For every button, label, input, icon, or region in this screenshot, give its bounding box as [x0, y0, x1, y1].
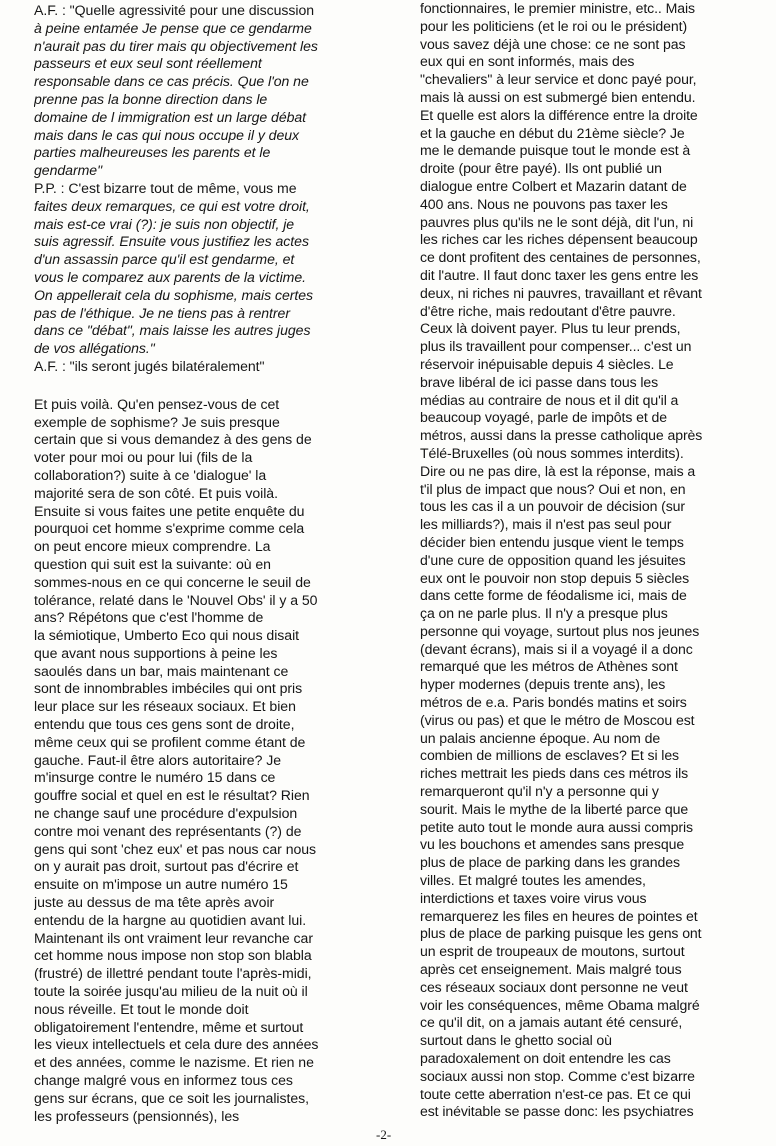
body-line: interdictions et taxes voire virus vous [420, 889, 647, 906]
body-line: (devant écrans), mais si il a voyagé il a donc [420, 640, 693, 657]
body-line: dialogue entre Colbert et Mazarin datant de [420, 177, 687, 194]
body-line: entendu de la hargne au quotidien avant lui. [34, 911, 307, 928]
dialogue-line: P.P. : C'est bizarre tout de même, vous me [34, 179, 297, 196]
body-line: deux, ni riches ni pauvres, travaillant et rêvant [420, 284, 702, 301]
body-line: remarquerez les files en heures de pointes et [420, 907, 698, 924]
body-line: 400 ans. Nous ne pouvons pas taxer les [420, 195, 668, 212]
body-line: gens sur écrans, que ce soit les journalistes, [34, 1089, 310, 1106]
body-line: dit l'autre. Il faut donc taxer les gens entre les [420, 266, 699, 283]
body-line: un palais ancienne époque. Au nom de [420, 729, 661, 746]
body-line: remarqueront qu'il n'y a personne qui y [420, 783, 659, 800]
body-line: ce qu'il dit, on a jamais autant été censuré, [420, 1014, 683, 1031]
dialogue-line: responsable dans ce cas précis. Que l'on ne [34, 73, 309, 90]
body-line: les riches car les riches dépensent beaucoup [420, 231, 698, 248]
body-line: d'être riche, mais redoutant d'être pauvre. [420, 302, 676, 319]
body-line: pour les politiciens (et le roi ou le président) [420, 17, 688, 34]
body-line: vous savez déjà une chose: ce ne sont pas [420, 35, 686, 52]
body-line: plus ils travaillent pour compenser... c'est un [420, 338, 692, 355]
body-line: nous réveille. Et tout le monde doit [34, 1000, 249, 1017]
body-line: Ensuite si vous faites une petite enquête du [34, 502, 305, 519]
body-line: Maintenant ils ont vraiment leur revanche car [34, 929, 313, 946]
body-line: voir les conséquences, même Obama malgré [420, 996, 700, 1013]
body-line: "chevaliers" à leur service et donc payé pour, [420, 71, 697, 88]
dialogue-block [34, 0, 390, 376]
body-line: réservoir inépuisable depuis 4 siècles. Le [420, 355, 674, 372]
body-line: juste au dessus de ma tête après avoir [34, 894, 275, 911]
body-line: personne qui voyage, surtout plus nos jeunes [420, 622, 700, 639]
body-line: eux qui en sont informés, mais des [420, 53, 635, 70]
body-line: la sémiotique, Umberto Eco qui nous disait [34, 627, 300, 644]
body-line: exemple de sophisme? Je suis presque [34, 413, 280, 430]
body-line: (virus ou pas) et que le métro de Moscou est [420, 711, 695, 728]
dialogue-line: gendarme" [34, 162, 103, 179]
body-line: les vieux intellectuels et cela dure des années [34, 1036, 319, 1053]
body-line: un esprit de troupeaux de moutons, surtout [420, 943, 685, 960]
body-line: métros de e.a. Paris bondés matins et soirs [420, 694, 687, 711]
body-line: gouffre social et quel en est le résultat? Rien [34, 787, 310, 804]
body-line: après cet enseignement. Mais malgré tous [420, 961, 682, 978]
body-line: obligatoirement l'entendre, même et surtout [34, 1018, 304, 1035]
dialogue-line: mais dans le cas qui nous occupe il y deux [34, 126, 300, 143]
body-line: entendu que tous ces gens sont de droite, [34, 716, 295, 733]
body-line: d'une cure de opposition quand les jésuites [420, 551, 686, 568]
body-line: plus de place de parking puisque les gens ont [420, 925, 702, 942]
body-line: toute la soirée jusqu'au milieu de la nuit où il [34, 983, 308, 1000]
dialogue-line: parties malheureuses les parents et le [34, 144, 271, 161]
body-line: Dire ou ne pas dire, là est la réponse, mais a [420, 462, 696, 479]
body-line: paradoxalement on doit entendre les cas [420, 1050, 671, 1067]
dialogue-line: mais est-ce vrai (?): je suis non objectif, je [34, 215, 295, 232]
body-line: fonctionnaires, le premier ministre, etc.. Mais [420, 0, 695, 16]
dialogue-line: n'aurait pas du tirer mais qu objectivement les [34, 37, 318, 54]
body-line: remarqué que les métros de Athènes sont [420, 658, 678, 675]
body-line: eux ont le pouvoir non stop depuis 5 siècles [420, 569, 690, 586]
body-line: tolérance, relaté dans le 'Nouvel Obs' il y a 50 [34, 591, 318, 608]
body-line: droite (pour être payé). Ils ont publié un [420, 160, 662, 177]
body-line: voter pour moi ou pour lui (fils de la [34, 449, 253, 466]
body-line: ensuite on m'impose un autre numéro 15 [34, 876, 288, 893]
body-block [34, 396, 390, 1126]
body-line: sourit. Mais le mythe de la liberté parce que [420, 800, 689, 817]
dialogue-line: On appellerait cela du sophisme, mais certes [34, 286, 314, 303]
body-line: ce dont profitent des centaines de personnes, [420, 249, 701, 266]
body-line: les professeurs (pensionnés), les [34, 1107, 240, 1124]
body-line: riches mettrait les pieds dans ces métros ils [420, 765, 689, 782]
dialogue-line: à peine entamée Je pense que ce gendarme [34, 19, 312, 36]
body-line: m'insurge contre le numéro 15 dans ce [34, 769, 276, 786]
body-line: gauche. Faut-il être alors autoritaire? Je [34, 751, 282, 768]
dialogue-line: suis agressif. Ensuite vous justifiez les actes [34, 233, 309, 250]
body-line: (frustré) de illettré pendant toute l'après-midi, [34, 965, 312, 982]
body-line: sont de innombrables imbéciles qui ont pris [34, 680, 303, 697]
body-line: sociaux aussi non stop. Comme c'est bizarre [420, 1067, 695, 1084]
body-line: pourquoi cet homme s'exprime comme cela [34, 520, 305, 537]
page-number: -2- [376, 1127, 392, 1142]
body-line: hyper modernes (depuis trente ans), les [420, 676, 666, 693]
body-line: les milliards?), mais il n'est pas seul pour [420, 516, 672, 533]
dialogue-line: A.F. : "ils seront jugés bilatéralement" [34, 357, 265, 374]
body-line: même ceux qui se profilent comme étant de [34, 733, 306, 750]
body-line: leur place sur les réseaux sociaux. Et bien [34, 698, 296, 715]
dialogue-line: A.F. : "Quelle agressivité pour une discussion [34, 2, 315, 18]
body-line: toute cette aberration n'est-ce pas. Et ce qui [420, 1085, 691, 1102]
body-line: tous les cas il a un pouvoir de décision (sur [420, 498, 685, 515]
body-line: me le demande puisque tout le monde est à [420, 142, 691, 159]
body-line: beaucoup voyagé, parle de impôts et de [420, 409, 667, 426]
body-line: brave libéral de ici passe dans tous les [420, 373, 659, 390]
body-line: t'il plus de impact que nous? Oui et non, en [420, 480, 686, 497]
body-line: et des années, comme le nazisme. Et rien ne [34, 1054, 314, 1071]
body-line: que avant nous supportions à peine les [34, 644, 278, 661]
body-line: combien de millions de esclaves? Et si les [420, 747, 680, 764]
dialogue-line: prenne pas la bonne direction dans le [34, 90, 268, 107]
dialogue-line: vous le comparez aux parents de la victime. [34, 268, 307, 285]
body-line: petite auto tout le monde aura aussi compris [420, 818, 693, 835]
body-line: sommes-nous en ce qui concerne le seuil de [34, 573, 311, 590]
body-line: Et quelle est alors la différence entre la droite [420, 106, 698, 123]
body-line: métros, aussi dans la presse catholique après [420, 427, 703, 444]
body-line: ans? Répétons que c'est l'homme de [34, 609, 264, 626]
body-line: Et puis voilà. Qu'en pensez-vous de cet [34, 395, 280, 412]
body-line: et la gauche en début du 21ème siècle? Je [420, 124, 685, 141]
body-line: collaboration?) suite à ce 'dialogue' la [34, 466, 267, 483]
body-line: est inévitable se passe donc: les psychiatres [420, 1103, 694, 1120]
dialogue-line: pas de l'éthique. Je ne tiens pas à rentrer [34, 304, 290, 321]
body-line: saoulés dans un bar, mais maintenant ce [34, 662, 289, 679]
body-line: dans cette forme de féodalisme ici, mais de [420, 587, 687, 604]
body-line: question qui suit est la suivante: où en [34, 555, 271, 572]
dialogue-line: domaine de l immigration est un large débat [34, 108, 307, 125]
paragraph-gap [34, 376, 390, 396]
dialogue-line: d'un assassin parce qu'il est gendarme, et [34, 251, 295, 268]
dialogue-line: passeurs et eux seul sont réellement [34, 55, 262, 72]
body-line: décider bien entendu jusque vient le temps [420, 533, 684, 550]
body-line: Télé-Bruxelles (où nous sommes interdits). [420, 444, 684, 461]
dialogue-line: faites deux remarques, ce qui est votre droit, [34, 197, 310, 214]
body-line: on y aurait pas droit, surtout pas d'écrire et [34, 858, 299, 875]
body-line: pauvres plus qu'ils ne le sont déjà, dit l'un, ni [420, 213, 694, 230]
body-line: change malgré vous en informez tous ces [34, 1072, 293, 1089]
body-line: villes. Et malgré toutes les amendes, [420, 872, 646, 889]
body-line: contre moi venant des représentants (?) de [34, 822, 302, 839]
dialogue-line: dans ce "débat", mais laisse les autres juges [34, 322, 311, 339]
body-line: mais là aussi on est submergé bien entendu. [420, 88, 696, 105]
body-line: plus de place de parking dans les grandes [420, 854, 680, 871]
body-line: ça on ne parle plus. Il n'y a presque plus [420, 605, 668, 622]
body-line: médias au contraire de nous et il dit qu'il a [420, 391, 679, 408]
dialogue-line: de vos allégations." [34, 340, 155, 357]
body-line: majorité sera de son côté. Et puis voilà. [34, 484, 278, 501]
left-column [34, 0, 390, 1125]
body-line: ces réseaux sociaux dont personne ne veut [420, 978, 688, 995]
body-line: vu les bouchons et amendes sans presque [420, 836, 685, 853]
right-column [420, 0, 756, 1121]
body-line: surtout dans le ghetto social où [420, 1032, 612, 1049]
body-line: gens qui sont 'chez eux' et pas nous car nous [34, 840, 317, 857]
body-line: cet homme nous impose non stop son blabla [34, 947, 312, 964]
body-line: on peut encore mieux comprendre. La [34, 538, 271, 555]
body-line: certain que si vous demandez à des gens de [34, 431, 312, 448]
body-line: Ceux là doivent payer. Plus tu leur prends, [420, 320, 681, 337]
body-line: ne change sauf une procédure d'expulsion [34, 805, 298, 822]
